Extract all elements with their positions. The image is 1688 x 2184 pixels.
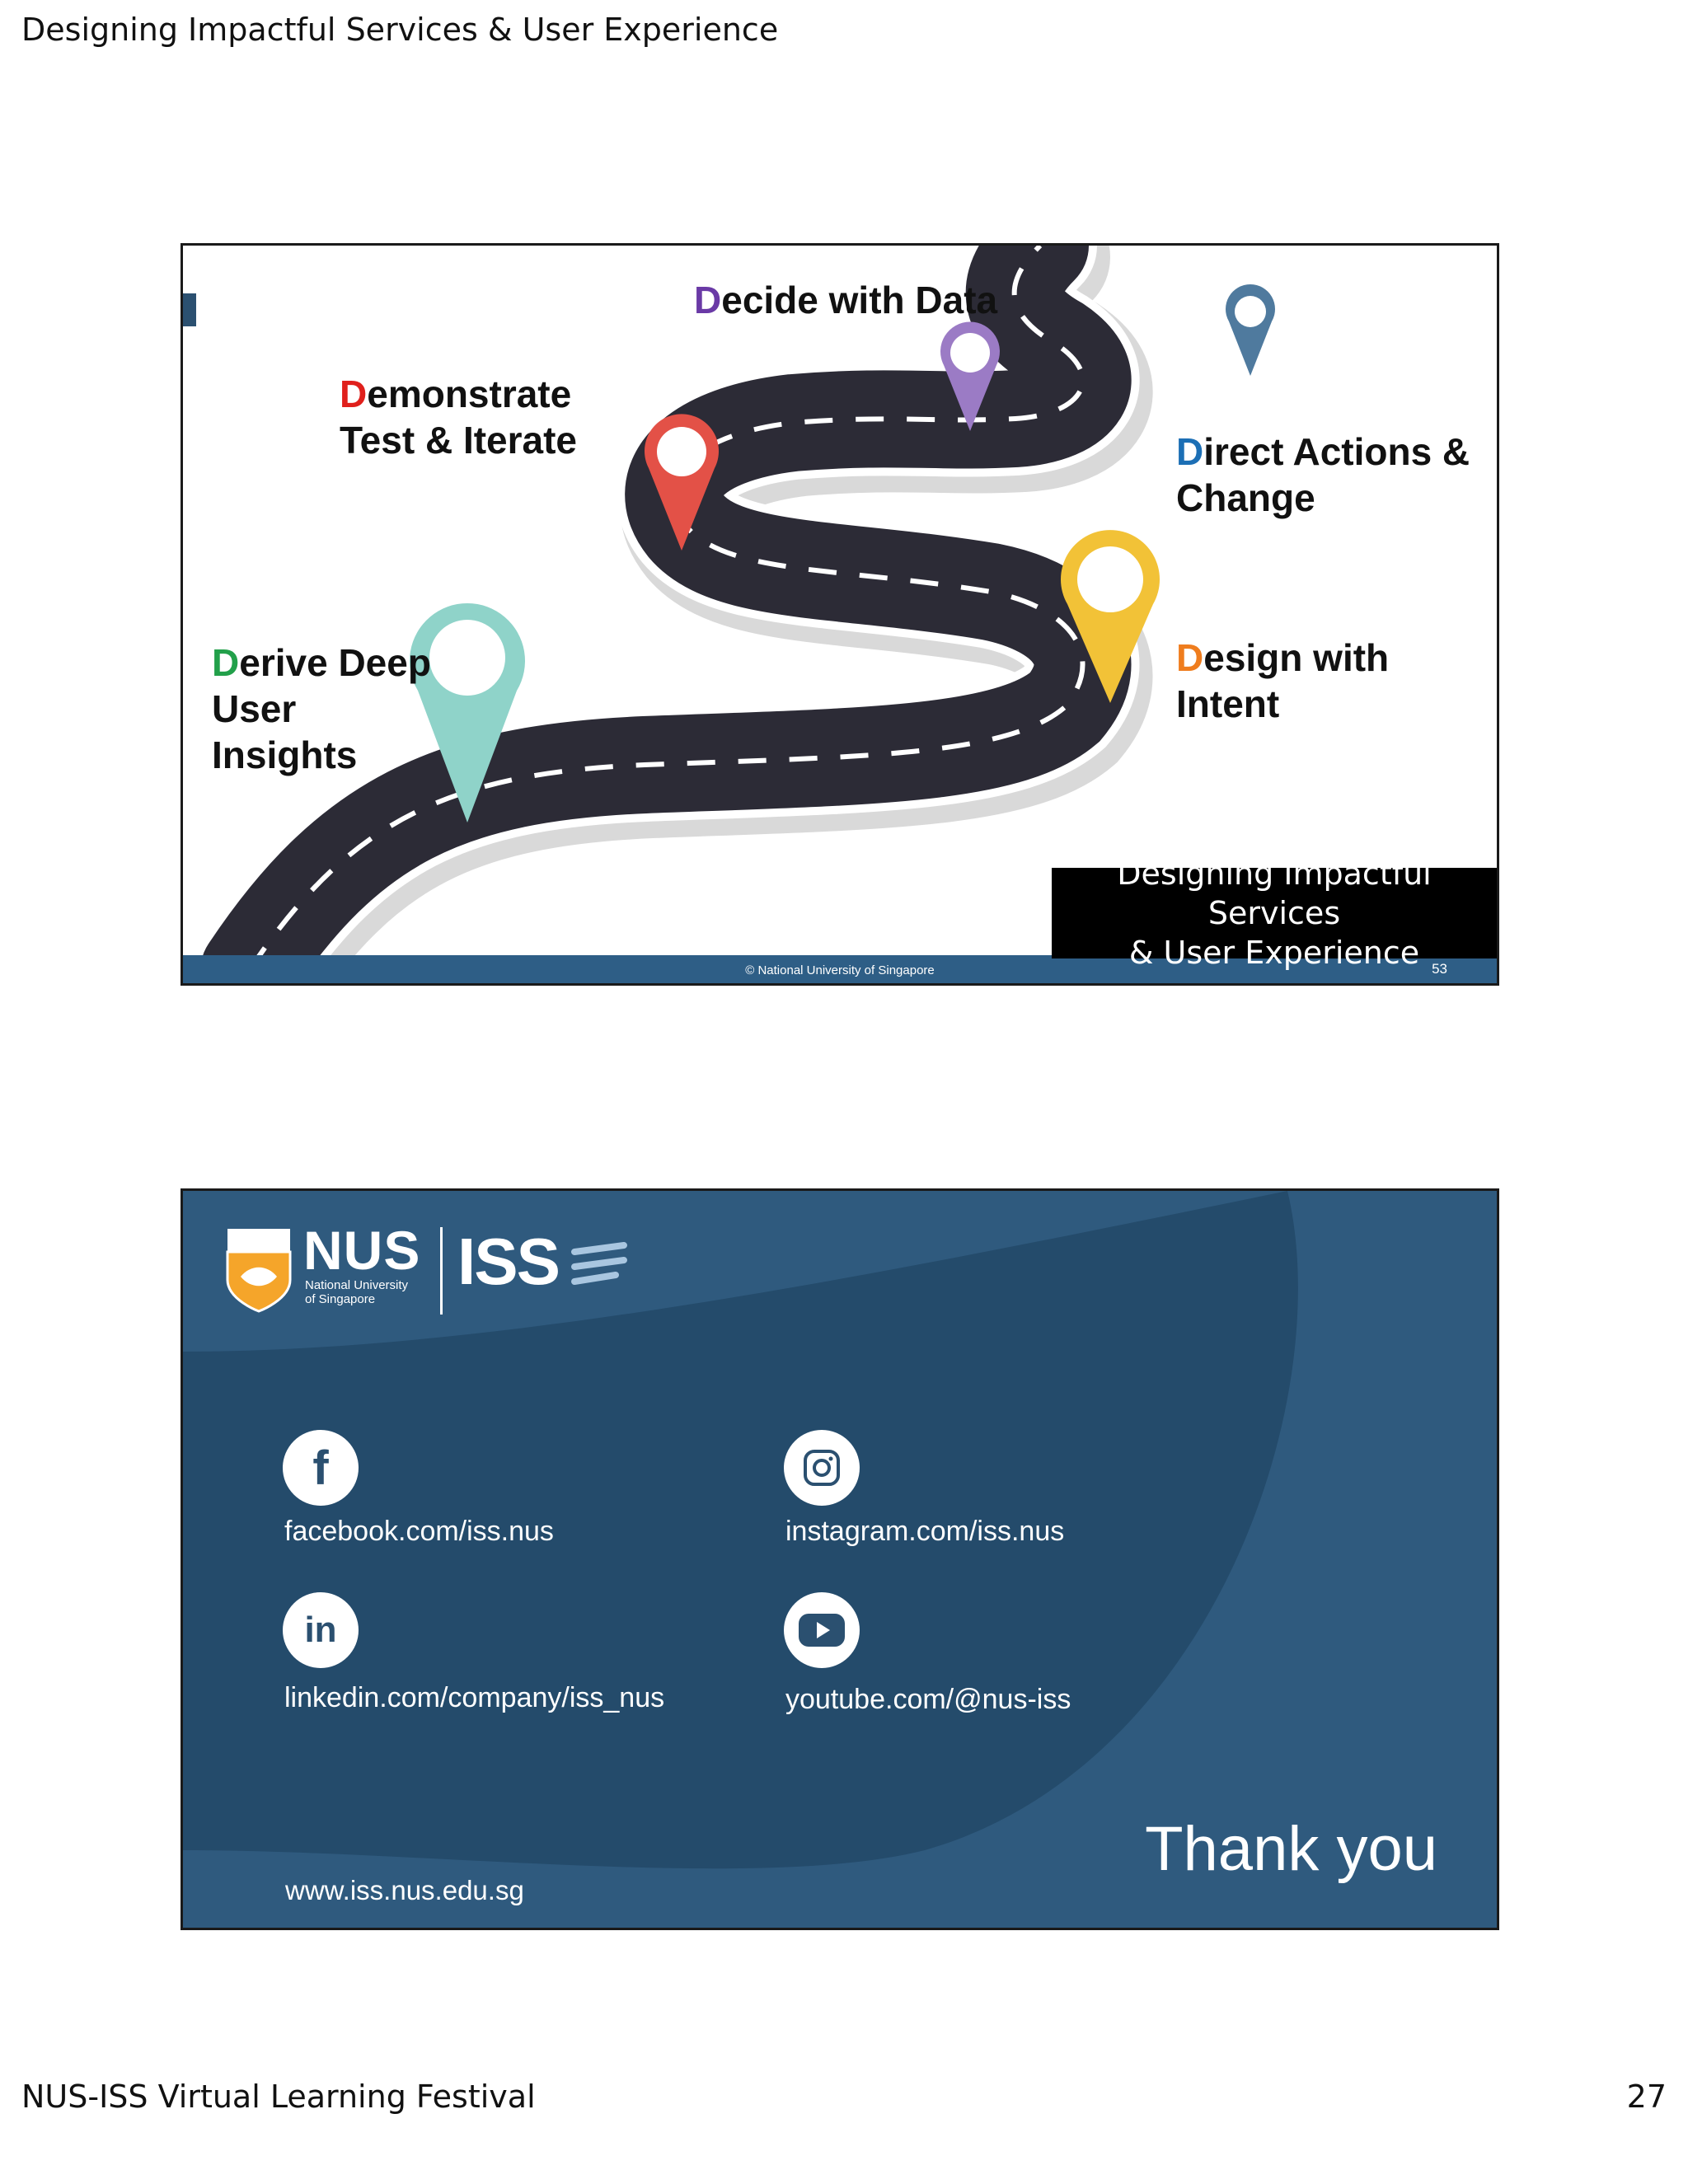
iss-stripes-icon bbox=[570, 1242, 628, 1291]
facebook-link[interactable]: facebook.com/iss.nus bbox=[284, 1516, 554, 1547]
youtube-icon[interactable] bbox=[784, 1592, 860, 1668]
instagram-link[interactable]: instagram.com/iss.nus bbox=[785, 1516, 1065, 1547]
nus-crest-icon bbox=[226, 1227, 292, 1313]
page-header: Designing Impactful Services & User Experience bbox=[21, 12, 779, 48]
pin-blue bbox=[1226, 284, 1275, 376]
stage-direct: Direct Actions & Change bbox=[1176, 430, 1470, 519]
iss-wordmark: ISS bbox=[457, 1225, 559, 1298]
slide-thank-you bbox=[181, 1188, 1499, 1930]
facebook-icon[interactable]: f bbox=[283, 1430, 359, 1506]
page-number: 27 bbox=[1626, 2079, 1667, 2115]
linkedin-link[interactable]: linkedin.com/company/iss_nus bbox=[284, 1682, 665, 1713]
logo-divider bbox=[440, 1227, 443, 1315]
copyright: © National University of Singapore bbox=[745, 963, 935, 977]
slide-number: 53 bbox=[1432, 961, 1447, 977]
slide-title-box: Designing Impactful Services & User Experience bbox=[1052, 868, 1497, 958]
slide-roadmap bbox=[181, 243, 1499, 986]
youtube-link[interactable]: youtube.com/@nus-iss bbox=[785, 1684, 1071, 1715]
website-link[interactable]: www.iss.nus.edu.sg bbox=[285, 1875, 524, 1905]
nus-subtitle: National University of Singapore bbox=[305, 1278, 409, 1306]
stage-demonstrate: Demonstrate Test & Iterate bbox=[340, 373, 578, 462]
instagram-icon[interactable] bbox=[784, 1430, 860, 1506]
linkedin-icon[interactable]: in bbox=[283, 1592, 359, 1668]
thank-you-text: Thank you bbox=[1145, 1814, 1437, 1884]
page-footer-title: NUS-ISS Virtual Learning Festival bbox=[21, 2079, 536, 2115]
nus-wordmark: NUS bbox=[303, 1220, 421, 1281]
stage-design: Design with Intent bbox=[1176, 636, 1390, 725]
stage-decide: Decide with Data bbox=[694, 279, 998, 321]
stage-derive: Derive Deep User Insights bbox=[212, 641, 431, 776]
